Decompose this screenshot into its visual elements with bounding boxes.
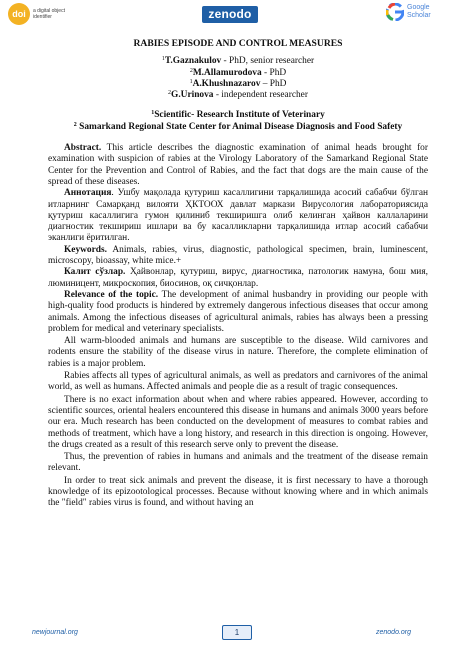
author-sup: 2 [168,90,172,97]
author-sup: 1 [161,56,165,63]
page-number: 1 [222,625,252,640]
google-scholar-logo[interactable] [386,3,431,21]
affiliation-text: Scientific- Research Institute of Veterinary [154,110,325,121]
google-scholar-line1: Google [407,4,430,11]
relevance-label: Relevance of the topic. [64,289,159,300]
google-scholar-text [407,4,431,20]
author-sup: 2 [189,67,193,74]
affiliation-list [48,110,428,133]
body-paragraph: All warm-blooded animals and humans are susceptible to the disease. Wild carnivores and rodents ensure the stability of the disease virus in nature. Therefore, the complete elimination of rabies is a major problem. [48,336,428,369]
affiliation-text: Samarkand Regional State Center for Animal Disease Diagnosis and Food Safety [76,121,403,132]
annotation-label: Аннотация [64,188,112,199]
author-role: - independent researcher [213,90,308,101]
body-paragraph: Thus, the prevention of rabies in humans and animals and the treatment of the disease remain relevant. [48,452,428,474]
author-line [48,68,428,79]
author-list [48,56,428,101]
author-role: - PhD [261,67,287,78]
keywords-label: Keywords. [64,244,107,255]
relevance-text: The development of animal husbandry in providing our people with high-quality food products is hindered by extremely dangerous infectious diseases that occur among animals. Among the infectious diseases of agricultural animals, rabies has always been a pressing problem for medical and veterinary specialists. [48,289,428,334]
kalit-label: Калит сўзлар. [64,267,126,278]
author-role: – PhD [260,78,287,89]
annotation-text: . Ушбу мақолада қутуриш касаллигини тарқалишида асосий сабабчи бўлган итларнинг Самарқанд вилояти ҲКТООХ давлат маркази Вирусология лабораториясида қутуриш касаллигига гумон қилиниб текширишга олиб келинган ҳайвон каллаларини диагностик текшириш ишлари ва бу касалликларни тарқалишида итлар асосий сабабчи эканлиги ёритилган. [48,188,428,244]
doi-logo[interactable] [8,3,81,25]
abstract-paragraph [48,143,428,188]
footer-journal-link[interactable]: newjournal.org [32,629,78,636]
affiliation-sup: 2 [73,121,77,128]
author-name: G.Urinova [171,90,214,101]
abstract-label: Abstract. [64,143,102,154]
relevance-paragraph [48,290,428,335]
doi-logo-caption: a digital object identifier [33,8,65,20]
body-paragraph: In order to treat sick animals and prevent the disease, it is first necessary to have a thorough knowledge of its epizootological processes. Because without knowing where and in which animals the "field" rabies virus is found, and without having an [48,475,428,509]
affiliation-line [48,110,428,121]
keywords-text: Animals, rabies, virus, diagnostic, pathological specimen, brain, luminescent, microscopy, bioassay, white mice.+ [48,244,428,267]
affiliation-line [48,122,428,133]
author-line [48,90,428,101]
journal-header [0,0,459,32]
body-paragraph: Rabies affects all types of agricultural animals, as well as predators and carnivores of the animal world, as well as humans. Affected animals and people die as a result of tragic consequences. [48,371,428,393]
author-role: - PhD, senior researcher [221,56,315,67]
page-footer [0,624,459,644]
author-name: A.Khushnazarov [192,78,261,89]
affiliation-sup: 1 [151,110,155,117]
author-name: T.Gaznakulov [164,56,222,67]
article-body [48,38,428,510]
zenodo-logo[interactable]: zenodo [202,6,258,23]
keywords-paragraph [48,245,428,268]
author-line [48,79,428,90]
doi-logo-icon: doi [8,3,30,25]
google-scholar-line2: Scholar [407,12,431,19]
article-title: RABIES EPISODE AND CONTROL MEASURES [133,38,343,49]
kalit-paragraph [48,267,428,290]
footer-zenodo-link[interactable]: zenodo.org [376,629,412,636]
google-scholar-icon [386,3,404,21]
author-name: M.Allamurodova [192,67,262,78]
annotation-paragraph [48,188,428,244]
kalit-text: Ҳайвонлар, қутуриш, вирус, диагностика, патологик намуна, бош мия, люминицент, микроскопия, биосинов, оқ сичқонлар. [48,267,428,289]
abstract-text: This article describes the diagnostic examination of animal heads brought for examination with suspicion of rabies at the Virology Laboratory of the Samarkand Regional State Center for the Prevention and Control of Rabies, and the fact that dogs are the main cause of the spread of these diseases. [48,143,428,187]
author-sup: 1 [189,78,193,85]
body-paragraph: There is no exact information about when and where rabies appeared. However, according to scientific sources, oriental healers encountered this disease in humans and animals 3000 years before our era. Much research has been conducted on the development of measures to combat rabies and methods of treatment, which have a long history, and research in this direction is ongoing. However, the drugs created as a result of this research serve only to prevent the disease. [48,394,428,450]
author-line [48,56,428,67]
